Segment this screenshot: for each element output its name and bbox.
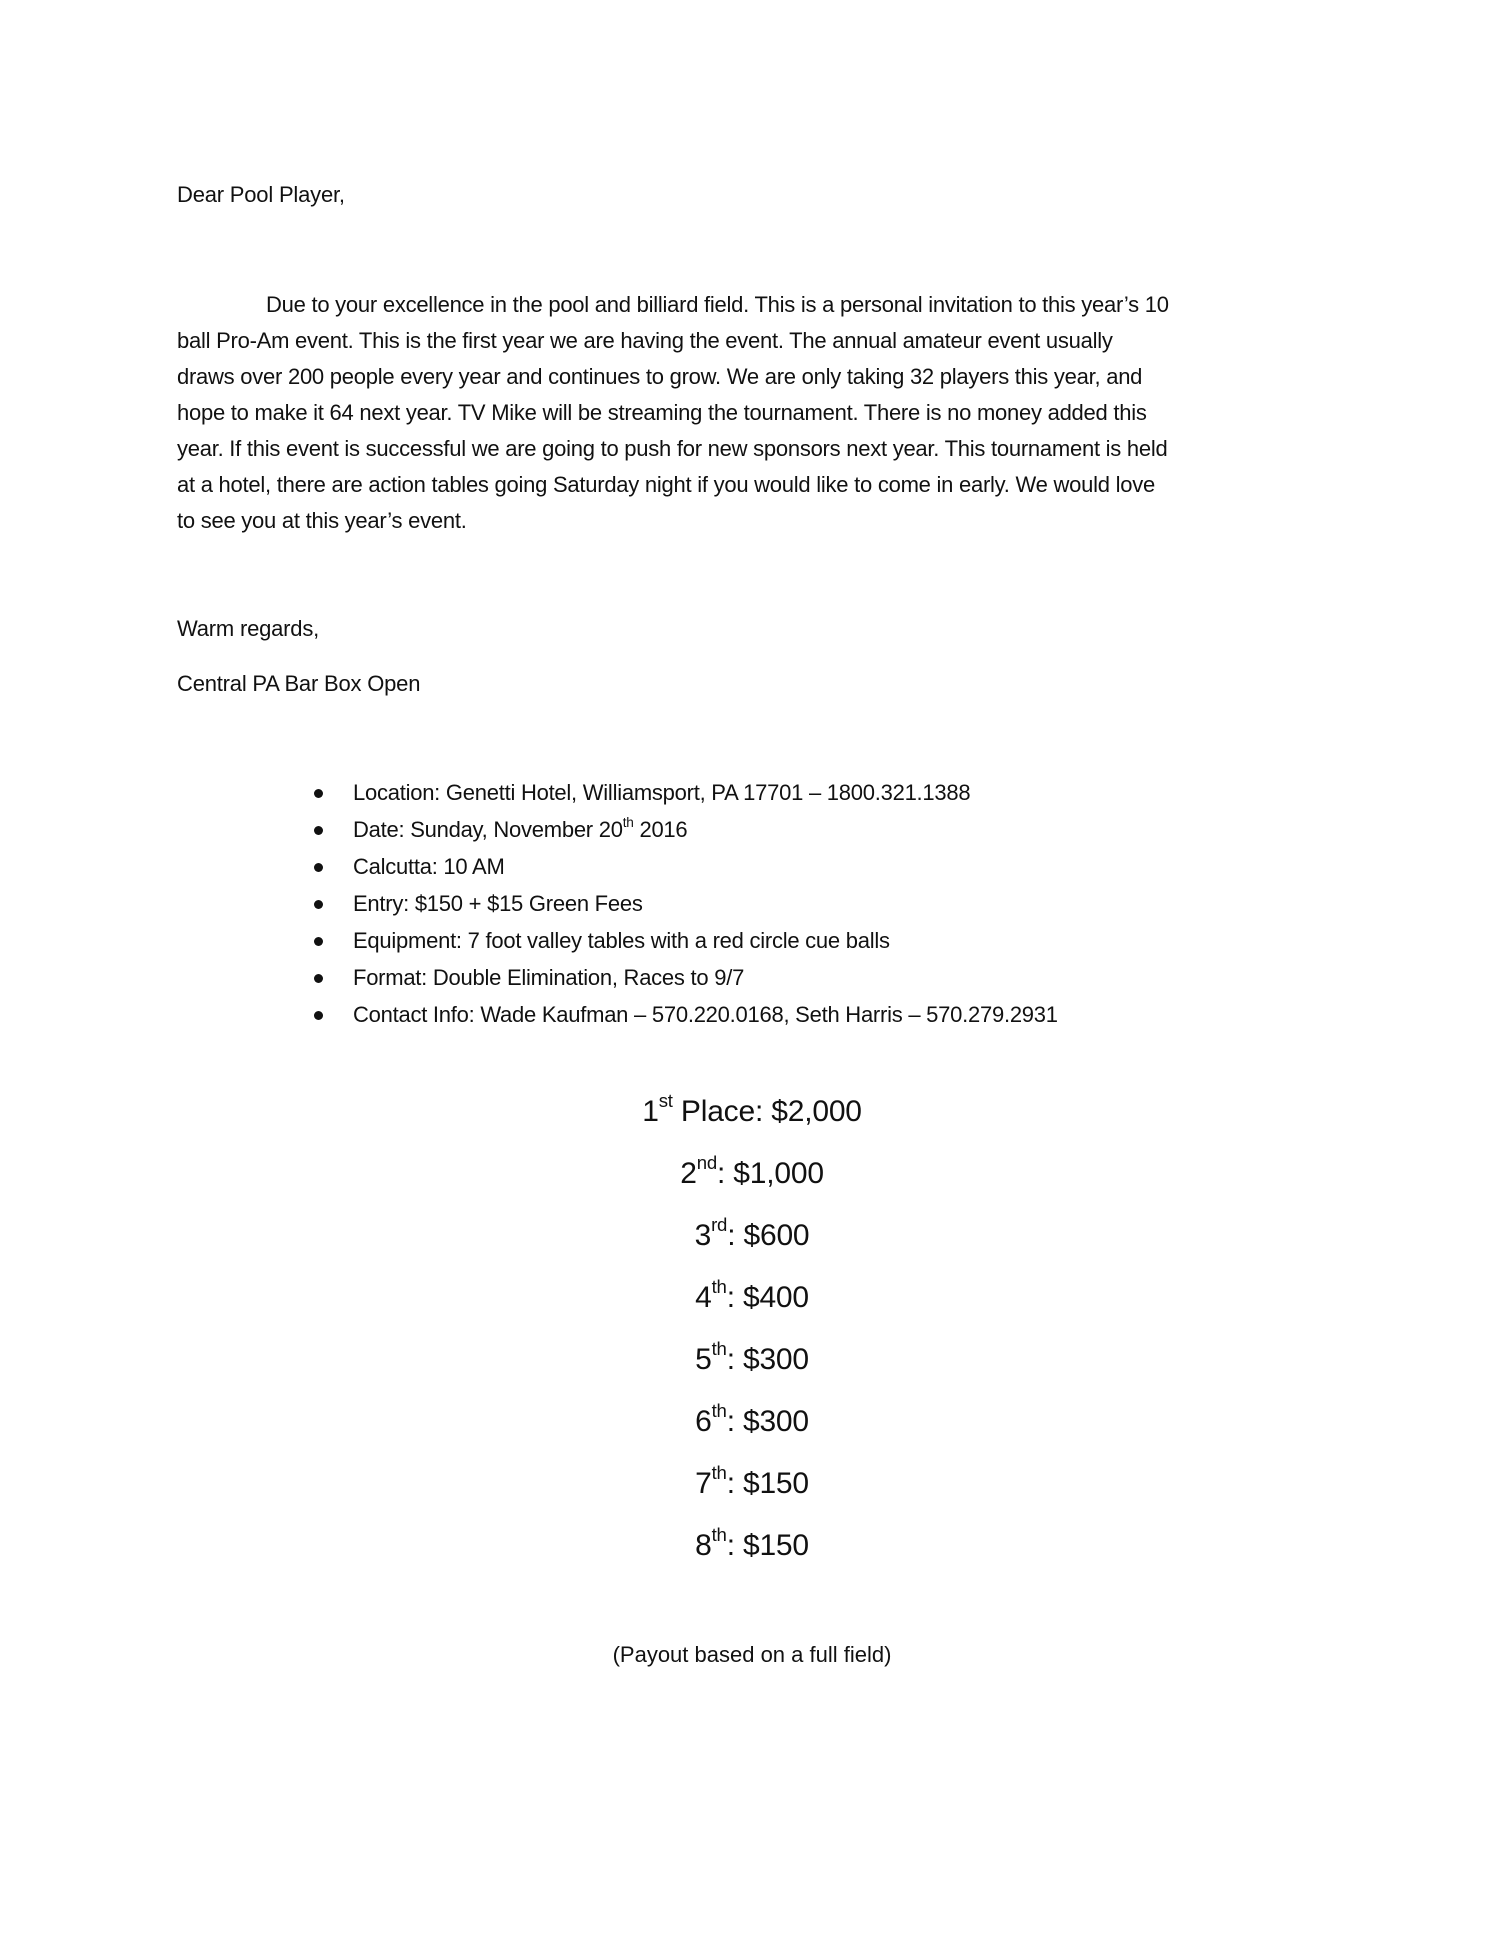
body-line: ball Pro-Am event. This is the first year we are having the event. The annual amateur event usually: [177, 328, 1113, 353]
body-line: Due to your excellence in the pool and billiard field. This is a personal invitation to this year’s 10: [266, 292, 1169, 317]
signature: Central PA Bar Box Open: [177, 671, 421, 696]
body-line: hope to make it 64 next year. TV Mike will be streaming the tournament. There is no money added this: [177, 400, 1147, 425]
bullet-icon: [314, 937, 323, 946]
payout-row: 6th: $300: [695, 1400, 809, 1438]
payout-row: 1st Place: $2,000: [642, 1090, 862, 1128]
payout-row: 5th: $300: [695, 1338, 809, 1376]
bullet-icon: [314, 863, 323, 872]
payout-row: 4th: $400: [695, 1276, 809, 1314]
payout-row: 7th: $150: [695, 1462, 809, 1500]
body-line: to see you at this year’s event.: [177, 508, 467, 533]
payout-row: 8th: $150: [695, 1524, 809, 1562]
body-line: at a hotel, there are action tables going Saturday night if you would like to come in early. We would love: [177, 472, 1155, 497]
payout-row: 3rd: $600: [694, 1214, 810, 1252]
closing: Warm regards,: [177, 616, 320, 641]
payout-list: [0, 1090, 1504, 1586]
body-line: year. If this event is successful we are going to push for new sponsors next year. This tournament is held: [177, 436, 1168, 461]
bullet-icon: [314, 1011, 323, 1020]
salutation: Dear Pool Player,: [177, 182, 345, 207]
bullet-icon: [314, 826, 323, 835]
bullet-icon: [314, 900, 323, 909]
bullet-icon: [314, 974, 323, 983]
body-line: draws over 200 people every year and continues to grow. We are only taking 32 players this year, and: [177, 364, 1143, 389]
letter-page: Dear Pool Player, Due to your excellence in the pool and billiard field. This is a personal invitation to this year’s 10 ball Pro-Am event. This is the first year we are having the event. The annual amateur event usually draws over 200 people every year and continues to grow. We are only taking 32 players this year, and hope to make it 64 next year. TV Mike will be streaming the tournament. There is no money added this year. If this event is successful we are going to push for new sponsors next year. This tournament is held at a hotel, there are action tables going Saturday night if you would like to come in early. We would love to see you at this year’s event. Warm regards, Central PA Bar Box Open Location: Genetti Hotel, Williamsport, PA 17701 – 1800.321.1388 Date: Sunday, November 20th 2016 Calcutta: 10 AM Entry: $150 + $15 Green Fees Equipment: 7 foot valley tables with a red circle cue balls Format: Double Elimination, Races to 9/7 Contact Info: Wade Kaufman – 570.220.0168, Seth Harris – 570.279.2931 1st Place: $2,000 2nd: $1,000 3rd: $600 4th: $400 5th: $300 6th: $300 7th: $150 8th: $150 (Payout based on a full field): [0, 0, 1504, 1947]
bullet-icon: [314, 789, 323, 798]
payout-row: 2nd: $1,000: [680, 1152, 824, 1190]
body-paragraph: [177, 287, 1347, 539]
payout-note: (Payout based on a full field): [612, 1642, 892, 1667]
